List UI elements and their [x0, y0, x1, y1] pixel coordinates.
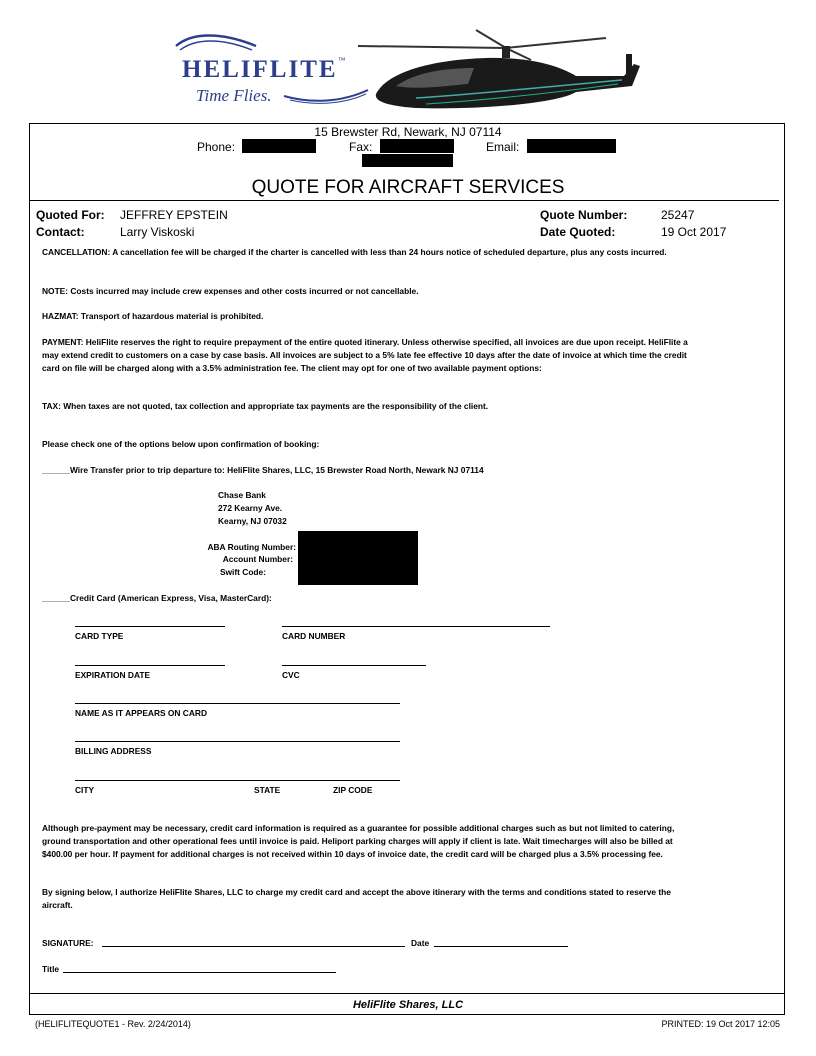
helicopter-icon	[356, 24, 646, 116]
card-type-field[interactable]	[75, 626, 225, 627]
account-number-label: Account Number:	[222, 554, 293, 564]
bank-city: Kearny, NJ 07032	[218, 516, 287, 526]
fax-label: Fax:	[349, 140, 373, 154]
logo-tagline: Time Flies.	[196, 86, 272, 105]
header-divider	[29, 200, 779, 201]
logo-brand: HELIFLITE	[182, 56, 338, 83]
options-instruction: Please check one of the options below upon confirmation of booking:	[42, 439, 320, 449]
city-label: CITY	[75, 785, 95, 795]
logo-trademark: ™	[337, 56, 346, 65]
aba-routing-label: ABA Routing Number:	[207, 542, 296, 552]
quote-number-value: 25247	[661, 208, 695, 222]
signature-date-field[interactable]	[434, 946, 568, 947]
state-label: STATE	[254, 785, 281, 795]
authorization-text: By signing below, I authorize HeliFlite Shares, LLC to charge my credit card and accept the above itinerary with the terms and conditions stated to reserve the aircraft.	[42, 887, 671, 910]
cvc-field[interactable]	[282, 665, 426, 666]
contact-value: Larry Viskoski	[120, 225, 195, 239]
title-field[interactable]	[63, 972, 336, 973]
header-redaction-second	[362, 154, 453, 167]
signature-date-label: Date	[411, 938, 430, 948]
phone-label: Phone:	[197, 140, 236, 154]
signature-field[interactable]	[102, 946, 405, 947]
footer-divider-top	[29, 993, 785, 994]
tax-term: TAX: When taxes are not quoted, tax collection and appropriate tax payments are the responsibility of the client.	[42, 401, 489, 411]
card-number-field[interactable]	[282, 626, 550, 627]
company-address: 15 Brewster Rd, Newark, NJ 07114	[314, 125, 502, 139]
form-revision-id: (HELIFLITEQUOTE1 - Rev. 2/24/2014)	[35, 1019, 191, 1029]
name-on-card-label: NAME AS IT APPEARS ON CARD	[75, 708, 207, 718]
date-quoted-label: Date Quoted:	[540, 225, 616, 239]
email-redaction	[527, 139, 616, 153]
footer-company-name: HeliFlite Shares, LLC	[352, 999, 464, 1011]
date-quoted-value: 19 Oct 2017	[661, 225, 727, 239]
bank-details-redaction	[298, 531, 418, 585]
expiration-date-field[interactable]	[75, 665, 225, 666]
city-state-zip-field[interactable]	[75, 780, 400, 781]
swift-code-label: Swift Code:	[219, 567, 266, 577]
guarantee-text: Although pre-payment may be necessary, credit card information is required as a guarantee for possible additional charges such as but not limited to catering, ground transportation and other operational fees until invoice is paid. Heliport parking charges will apply if client is late. Wait timecharges will also be billed at $400.00 per hour. If payment for additional charges is not received within 10 days of invoice date, the credit card will be charged plus a 3.5% processing fee.	[42, 823, 675, 859]
credit-card-option[interactable]: ______Credit Card (American Express, Visa, MasterCard):	[42, 593, 272, 603]
expiration-date-label: EXPIRATION DATE	[75, 670, 151, 680]
billing-address-field[interactable]	[75, 741, 400, 742]
bank-street: 272 Kearny Ave.	[218, 503, 283, 513]
cancellation-term: CANCELLATION: A cancellation fee will be charged if the charter is cancelled with less than 24 hours notice of scheduled departure, plus any costs incurred.	[42, 247, 667, 257]
cvc-label: CVC	[282, 670, 300, 680]
card-number-label: CARD NUMBER	[282, 631, 346, 641]
company-logo	[172, 24, 647, 116]
title-label: Title	[42, 964, 60, 974]
payment-term: PAYMENT: HeliFlite reserves the right to require prepayment of the entire quoted itinerary. Unless otherwise specified, all invoices are due upon receipt. HeliFlite a may extend credit to customers on a case by case basis. All invoices are subject to a 5% late fee effective 10 days after the date of invoice at which time the credit card on file will be charged along with a 3.5% administration fee. The client may opt for one of two available payment options:	[42, 337, 688, 373]
quote-number-label: Quote Number:	[540, 208, 628, 222]
note-term: NOTE: Costs incurred may include crew expenses and other costs incurred or not cancellable.	[42, 286, 419, 296]
contact-label: Contact:	[36, 225, 85, 239]
card-type-label: CARD TYPE	[75, 631, 124, 641]
name-on-card-field[interactable]	[75, 703, 400, 704]
quoted-for-label: Quoted For:	[36, 208, 105, 222]
bank-name: Chase Bank	[218, 490, 266, 500]
wire-transfer-option[interactable]: ______Wire Transfer prior to trip departure to: HeliFlite Shares, LLC, 15 Brewster Road North, Newark NJ 07114	[42, 465, 484, 475]
printed-timestamp: PRINTED: 19 Oct 2017 12:05	[661, 1019, 780, 1029]
phone-redaction	[242, 139, 316, 153]
signature-label: SIGNATURE:	[42, 938, 94, 948]
hazmat-term: HAZMAT: Transport of hazardous material is prohibited.	[42, 311, 264, 321]
logo-swoosh-icon	[172, 30, 262, 56]
zip-code-label: ZIP CODE	[333, 785, 373, 795]
quoted-for-value: JEFFREY EPSTEIN	[120, 208, 228, 222]
billing-address-label: BILLING ADDRESS	[75, 746, 152, 756]
email-label: Email:	[486, 140, 520, 154]
fax-redaction	[380, 139, 454, 153]
page-title: QUOTE FOR AIRCRAFT SERVICES	[251, 177, 565, 198]
